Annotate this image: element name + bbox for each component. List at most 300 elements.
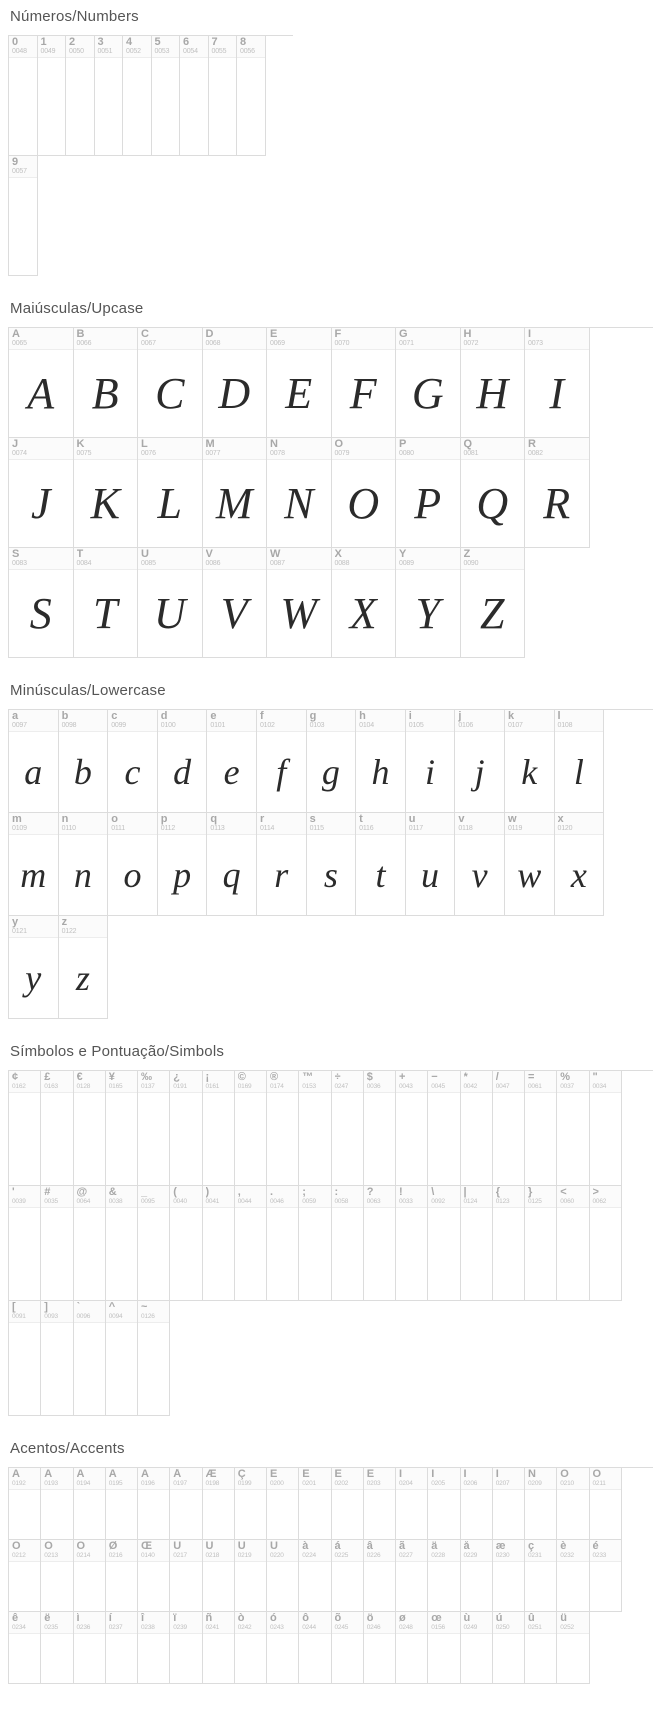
glyph-cell-header — [493, 1186, 524, 1208]
glyph-code-label: 0211 — [592, 1480, 606, 1487]
glyph-cell-header — [138, 438, 202, 460]
glyph-cell-header — [257, 710, 306, 732]
glyph-character-label: 5 — [154, 37, 161, 48]
glyph-code-label: 0249 — [463, 1624, 478, 1631]
glyph-cell-header — [332, 1071, 363, 1093]
glyph-cell[interactable] — [108, 710, 158, 813]
glyph-code-label: 0235 — [44, 1624, 58, 1631]
glyph-preview — [9, 1490, 40, 1539]
glyph-preview — [332, 1634, 363, 1683]
glyph-code-label: 0247 — [334, 1083, 349, 1090]
glyph-cell[interactable] — [364, 1612, 396, 1684]
glyph-code-label: 0034 — [592, 1083, 607, 1090]
glyph-character-label: . — [270, 1187, 274, 1198]
glyph-cell[interactable] — [332, 1071, 364, 1186]
glyph-cell-header — [9, 1186, 40, 1208]
glyph-preview — [180, 58, 208, 154]
glyph-code-label: 0125 — [528, 1198, 542, 1205]
glyph-cell[interactable] — [170, 1186, 202, 1301]
glyph-cell[interactable] — [9, 916, 59, 1019]
glyph-cell[interactable] — [428, 1071, 460, 1186]
glyph-preview: c — [124, 752, 141, 792]
glyph-cell-header — [106, 1186, 137, 1208]
glyph-cell[interactable] — [74, 1540, 106, 1612]
glyph-cell-header — [108, 710, 157, 732]
glyph-cell[interactable] — [106, 1612, 138, 1684]
glyph-preview — [237, 58, 265, 154]
glyph-cell[interactable] — [170, 1071, 202, 1186]
glyph-cell-header — [364, 1071, 395, 1093]
glyph-cell[interactable] — [74, 1301, 106, 1416]
glyph-section-numbers — [8, 8, 653, 276]
glyph-cell[interactable] — [9, 1612, 41, 1684]
glyph-cell[interactable] — [203, 548, 268, 658]
glyph-cell[interactable] — [406, 813, 456, 916]
glyph-preview — [396, 1634, 427, 1683]
glyph-character-label: ì — [76, 1613, 80, 1624]
glyph-code-label: 0229 — [463, 1552, 478, 1559]
glyph-cell[interactable] — [557, 1468, 589, 1540]
glyph-cell[interactable] — [138, 1301, 170, 1416]
glyph-cell[interactable] — [123, 36, 152, 156]
glyph-preview — [299, 1490, 330, 1539]
glyph-cell[interactable] — [41, 1540, 73, 1612]
glyph-cell[interactable] — [59, 710, 109, 813]
glyph-cell[interactable] — [257, 710, 307, 813]
glyph-character-label: F — [334, 329, 342, 340]
section-title: Maiúsculas/Upcase — [10, 300, 144, 317]
glyph-code-label: 0112 — [160, 825, 176, 832]
glyph-character-label: Â — [76, 1469, 85, 1480]
glyph-code-label: 0064 — [76, 1198, 91, 1205]
glyph-cell[interactable] — [428, 1186, 460, 1301]
glyph-cell[interactable] — [493, 1612, 525, 1684]
glyph-cell[interactable] — [9, 813, 59, 916]
glyph-cell[interactable] — [267, 1540, 299, 1612]
glyph-cell[interactable] — [364, 1540, 396, 1612]
glyph-cell[interactable] — [74, 1186, 106, 1301]
glyph-cell[interactable] — [9, 328, 74, 438]
glyph-cell[interactable] — [267, 1612, 299, 1684]
glyph-preview — [267, 1093, 298, 1185]
glyph-code-label: 0104 — [359, 722, 374, 729]
glyph-cell-header — [396, 1540, 427, 1562]
glyph-cell[interactable] — [525, 1468, 557, 1540]
glyph-preview: U — [153, 588, 186, 638]
glyph-cell[interactable] — [461, 438, 526, 548]
glyph-cell[interactable] — [74, 1071, 106, 1186]
glyph-character-label: @ — [76, 1187, 88, 1198]
glyph-code-label: 0156 — [431, 1624, 445, 1631]
glyph-cell[interactable] — [455, 710, 505, 813]
glyph-cell[interactable] — [203, 438, 268, 548]
glyph-preview: M — [215, 478, 253, 528]
glyph-cell[interactable] — [525, 1071, 557, 1186]
glyph-cell[interactable] — [396, 548, 461, 658]
glyph-cell[interactable] — [356, 813, 406, 916]
glyph-cell-header — [461, 1071, 492, 1093]
glyph-cell[interactable] — [396, 1468, 428, 1540]
glyph-code-label: 0070 — [334, 340, 350, 347]
glyph-preview — [428, 1208, 459, 1300]
glyph-cell[interactable] — [396, 1071, 428, 1186]
glyph-cell[interactable] — [106, 1071, 138, 1186]
glyph-cell[interactable] — [235, 1186, 267, 1301]
glyph-cell[interactable] — [557, 1071, 589, 1186]
glyph-preview — [428, 1093, 459, 1185]
glyph-character-label: w — [507, 814, 517, 825]
glyph-cell[interactable] — [307, 813, 357, 916]
glyph-cell[interactable] — [108, 813, 158, 916]
glyph-cell[interactable] — [41, 1071, 73, 1186]
glyph-cell[interactable] — [461, 1468, 493, 1540]
glyph-code-label: 0234 — [12, 1624, 26, 1631]
glyph-cell[interactable] — [138, 1612, 170, 1684]
glyph-cell[interactable] — [74, 1468, 106, 1540]
glyph-code-label: 0231 — [528, 1552, 542, 1559]
glyph-cell[interactable] — [267, 1186, 299, 1301]
glyph-cell[interactable] — [493, 1540, 525, 1612]
glyph-cell[interactable] — [74, 328, 139, 438]
glyph-cell[interactable] — [428, 1612, 460, 1684]
glyph-cell[interactable] — [209, 36, 238, 156]
glyph-cell[interactable] — [9, 156, 38, 276]
glyph-preview: Z — [480, 588, 505, 638]
glyph-cell[interactable] — [207, 710, 257, 813]
glyph-preview: p — [173, 855, 192, 895]
glyph-cell[interactable] — [461, 548, 526, 658]
glyph-cell-header — [9, 156, 37, 178]
glyph-cell[interactable] — [461, 1186, 493, 1301]
glyph-character-label: n — [61, 814, 69, 825]
glyph-cell-header — [180, 36, 208, 58]
glyph-cell[interactable] — [590, 1186, 622, 1301]
glyph-cell[interactable] — [428, 1468, 460, 1540]
glyph-cell[interactable] — [505, 710, 555, 813]
glyph-character-label: u — [408, 814, 416, 825]
glyph-character-label: C — [141, 329, 149, 340]
glyph-cell[interactable] — [74, 438, 139, 548]
glyph-cell[interactable] — [525, 1612, 557, 1684]
glyph-code-label: 0050 — [69, 48, 84, 55]
glyph-character-label: I — [528, 329, 532, 340]
glyph-cell[interactable] — [257, 813, 307, 916]
glyph-cell-header — [9, 438, 73, 460]
glyph-cell[interactable] — [396, 438, 461, 548]
glyph-cell[interactable] — [557, 1540, 589, 1612]
glyph-code-label: 0233 — [592, 1552, 607, 1559]
glyph-cell-header — [74, 1301, 105, 1323]
glyph-cell[interactable] — [332, 1612, 364, 1684]
glyph-grid — [8, 1467, 653, 1684]
glyph-cell[interactable] — [203, 328, 268, 438]
glyph-cell[interactable] — [356, 710, 406, 813]
glyph-preview — [235, 1562, 266, 1611]
glyph-cell[interactable] — [364, 1071, 396, 1186]
glyph-cell[interactable] — [461, 1071, 493, 1186]
glyph-cell[interactable] — [138, 1540, 170, 1612]
glyph-cell-header — [9, 916, 58, 938]
glyph-character-label: ` — [76, 1302, 81, 1313]
glyph-cell[interactable] — [9, 1301, 41, 1416]
glyph-cell[interactable] — [299, 1540, 331, 1612]
glyph-cell[interactable] — [41, 1468, 73, 1540]
glyph-cell[interactable] — [138, 328, 203, 438]
glyph-preview — [332, 1208, 363, 1300]
glyph-cell-header — [74, 1186, 105, 1208]
glyph-cell-header — [203, 328, 267, 350]
glyph-cell[interactable] — [74, 548, 139, 658]
glyph-cell[interactable] — [138, 1071, 170, 1186]
glyph-preview — [9, 178, 37, 274]
glyph-preview — [557, 1093, 588, 1185]
glyph-code-label: 0199 — [237, 1480, 252, 1487]
glyph-code-label: 0109 — [12, 825, 27, 832]
glyph-cell[interactable] — [59, 813, 109, 916]
glyph-code-label: 0210 — [560, 1480, 574, 1487]
glyph-code-label: 0194 — [76, 1480, 91, 1487]
glyph-code-label: 0065 — [12, 340, 27, 347]
glyph-cell[interactable] — [299, 1071, 331, 1186]
glyph-cell[interactable] — [203, 1071, 235, 1186]
glyph-cell[interactable] — [406, 710, 456, 813]
glyph-cell[interactable] — [74, 1612, 106, 1684]
glyph-cell[interactable] — [555, 710, 605, 813]
glyph-character-label: ¡ — [205, 1072, 210, 1083]
glyph-character-label: B — [76, 329, 85, 340]
glyph-cell-header — [138, 1301, 169, 1323]
glyph-cell[interactable] — [525, 1540, 557, 1612]
glyph-cell[interactable] — [299, 1612, 331, 1684]
glyph-cell-header — [207, 710, 256, 732]
glyph-character-label: $ — [366, 1072, 373, 1083]
glyph-preview — [138, 1562, 169, 1611]
glyph-character-label: H — [463, 329, 472, 340]
glyph-cell[interactable] — [9, 36, 38, 156]
glyph-cell[interactable] — [235, 1468, 267, 1540]
glyph-cell[interactable] — [66, 36, 95, 156]
glyph-cell[interactable] — [267, 1071, 299, 1186]
glyph-cell[interactable] — [332, 438, 397, 548]
glyph-cell[interactable] — [235, 1540, 267, 1612]
glyph-cell[interactable] — [9, 1186, 41, 1301]
glyph-cell[interactable] — [9, 438, 74, 548]
glyph-cell-header — [9, 1540, 40, 1562]
glyph-cell[interactable] — [364, 1186, 396, 1301]
glyph-cell-header — [396, 548, 460, 570]
glyph-cell[interactable] — [203, 1468, 235, 1540]
glyph-cell-header — [332, 328, 396, 350]
glyph-cell[interactable] — [455, 813, 505, 916]
glyph-cell[interactable] — [152, 36, 181, 156]
glyph-code-label: 0102 — [259, 722, 275, 729]
glyph-cell-header — [461, 548, 525, 570]
glyph-cell[interactable] — [203, 1612, 235, 1684]
glyph-cell[interactable] — [396, 1612, 428, 1684]
glyph-cell[interactable] — [106, 1301, 138, 1416]
glyph-character-label: E — [270, 329, 278, 340]
glyph-cell[interactable] — [525, 328, 590, 438]
glyph-code-label: 0066 — [76, 340, 92, 347]
glyph-character-label: x — [557, 814, 564, 825]
glyph-cell[interactable] — [41, 1612, 73, 1684]
glyph-cell-header — [364, 1612, 395, 1634]
glyph-cell[interactable] — [106, 1540, 138, 1612]
glyph-cell[interactable] — [555, 813, 605, 916]
glyph-cell[interactable] — [138, 438, 203, 548]
glyph-cell[interactable] — [235, 1612, 267, 1684]
glyph-cell[interactable] — [557, 1612, 589, 1684]
glyph-cell[interactable] — [299, 1186, 331, 1301]
glyph-preview — [590, 1208, 621, 1300]
glyph-preview — [364, 1634, 395, 1683]
glyph-cell[interactable] — [106, 1468, 138, 1540]
glyph-character-label: ä — [431, 1541, 438, 1552]
glyph-cell[interactable] — [332, 548, 397, 658]
glyph-cell[interactable] — [180, 36, 209, 156]
glyph-code-label: 0042 — [463, 1083, 478, 1090]
glyph-code-label: 0097 — [12, 722, 27, 729]
glyph-preview: m — [20, 855, 47, 895]
glyph-preview — [493, 1490, 524, 1539]
glyph-cell[interactable] — [525, 438, 590, 548]
glyph-cell[interactable] — [59, 916, 109, 1019]
glyph-cell[interactable] — [493, 1071, 525, 1186]
glyph-cell[interactable] — [505, 813, 555, 916]
glyph-character-label: Û — [237, 1541, 246, 1552]
glyph-cell[interactable] — [332, 328, 397, 438]
glyph-preview — [74, 1323, 105, 1415]
glyph-cell-header — [493, 1612, 524, 1634]
glyph-cell-header — [74, 1071, 105, 1093]
glyph-character-label: i — [408, 711, 412, 722]
glyph-cell[interactable] — [590, 1540, 622, 1612]
glyph-cell[interactable] — [557, 1186, 589, 1301]
glyph-character-label: é — [592, 1541, 599, 1552]
glyph-cell[interactable] — [267, 438, 332, 548]
glyph-cell[interactable] — [493, 1186, 525, 1301]
glyph-cell-header — [170, 1540, 201, 1562]
glyph-cell-header — [461, 1612, 492, 1634]
glyph-cell[interactable] — [170, 1612, 202, 1684]
glyph-cell[interactable] — [38, 36, 67, 156]
glyph-cell[interactable] — [9, 1468, 41, 1540]
glyph-cell[interactable] — [237, 36, 266, 156]
glyph-preview — [170, 1208, 201, 1300]
glyph-cell[interactable] — [207, 813, 257, 916]
glyph-code-label: 0245 — [334, 1624, 349, 1631]
glyph-cell[interactable] — [364, 1468, 396, 1540]
glyph-cell[interactable] — [138, 1468, 170, 1540]
glyph-cell[interactable] — [590, 1071, 622, 1186]
glyph-cell[interactable] — [461, 328, 526, 438]
glyph-cell[interactable] — [170, 1468, 202, 1540]
glyph-cell-header — [299, 1071, 330, 1093]
glyph-character-label: ê — [12, 1613, 19, 1624]
glyph-cell[interactable] — [307, 710, 357, 813]
glyph-cell[interactable] — [267, 548, 332, 658]
glyph-preview: I — [549, 368, 565, 418]
glyph-character-label: & — [108, 1187, 117, 1198]
glyph-preview — [525, 1634, 556, 1683]
glyph-cell[interactable] — [235, 1071, 267, 1186]
glyph-preview: E — [285, 368, 313, 418]
glyph-cell[interactable] — [106, 1186, 138, 1301]
glyph-cell[interactable] — [396, 328, 461, 438]
glyph-code-label: 0217 — [173, 1552, 187, 1559]
glyph-character-label: 6 — [183, 37, 190, 48]
glyph-grid — [8, 327, 653, 658]
glyph-preview: F — [349, 368, 377, 418]
glyph-cell[interactable] — [332, 1540, 364, 1612]
glyph-cell-header — [299, 1468, 330, 1490]
glyph-cell-header — [555, 813, 604, 835]
glyph-cell[interactable] — [525, 1186, 557, 1301]
glyph-preview — [332, 1490, 363, 1539]
glyph-cell[interactable] — [299, 1468, 331, 1540]
glyph-cell[interactable] — [203, 1540, 235, 1612]
glyph-cell[interactable] — [158, 710, 208, 813]
glyph-cell[interactable] — [332, 1468, 364, 1540]
glyph-cell[interactable] — [9, 710, 59, 813]
glyph-section-accents — [8, 1440, 653, 1684]
glyph-cell[interactable] — [461, 1612, 493, 1684]
glyph-cell[interactable] — [590, 1468, 622, 1540]
glyph-code-label: 0197 — [173, 1480, 187, 1487]
glyph-character-label: Ä — [141, 1469, 149, 1480]
glyph-cell[interactable] — [9, 1540, 41, 1612]
glyph-cell[interactable] — [267, 328, 332, 438]
glyph-cell[interactable] — [41, 1301, 73, 1416]
glyph-cell[interactable] — [428, 1540, 460, 1612]
glyph-cell[interactable] — [138, 548, 203, 658]
glyph-cell[interactable] — [203, 1186, 235, 1301]
glyph-cell-header — [235, 1612, 266, 1634]
glyph-cell[interactable] — [493, 1468, 525, 1540]
glyph-cell[interactable] — [461, 1540, 493, 1612]
glyph-preview — [332, 1562, 363, 1611]
glyph-cell[interactable] — [41, 1186, 73, 1301]
glyph-code-label: 0089 — [399, 560, 414, 567]
glyph-cell[interactable] — [9, 548, 74, 658]
glyph-cell[interactable] — [95, 36, 124, 156]
glyph-character-label: | — [463, 1187, 467, 1198]
glyph-character-label: ¿ — [173, 1072, 180, 1083]
glyph-cell[interactable] — [332, 1186, 364, 1301]
glyph-character-label: Ø — [108, 1541, 118, 1552]
glyph-code-label: 0201 — [302, 1480, 316, 1487]
glyph-cell[interactable] — [396, 1540, 428, 1612]
glyph-cell[interactable] — [138, 1186, 170, 1301]
glyph-preview: a — [24, 752, 43, 792]
glyph-cell-header — [41, 1612, 72, 1634]
glyph-preview — [170, 1634, 201, 1683]
glyph-cell[interactable] — [158, 813, 208, 916]
glyph-character-label: T — [76, 549, 84, 560]
glyph-cell[interactable] — [267, 1468, 299, 1540]
glyph-character-label: Q — [463, 439, 473, 450]
glyph-code-label: 0056 — [240, 48, 255, 55]
glyph-cell[interactable] — [9, 1071, 41, 1186]
glyph-cell-header — [505, 710, 554, 732]
glyph-cell-header — [59, 710, 108, 732]
glyph-cell[interactable] — [396, 1186, 428, 1301]
glyph-preview: K — [90, 478, 120, 528]
glyph-code-label: 0063 — [366, 1198, 381, 1205]
glyph-cell[interactable] — [170, 1540, 202, 1612]
glyph-preview — [557, 1208, 588, 1300]
glyph-code-label: 0169 — [237, 1083, 252, 1090]
